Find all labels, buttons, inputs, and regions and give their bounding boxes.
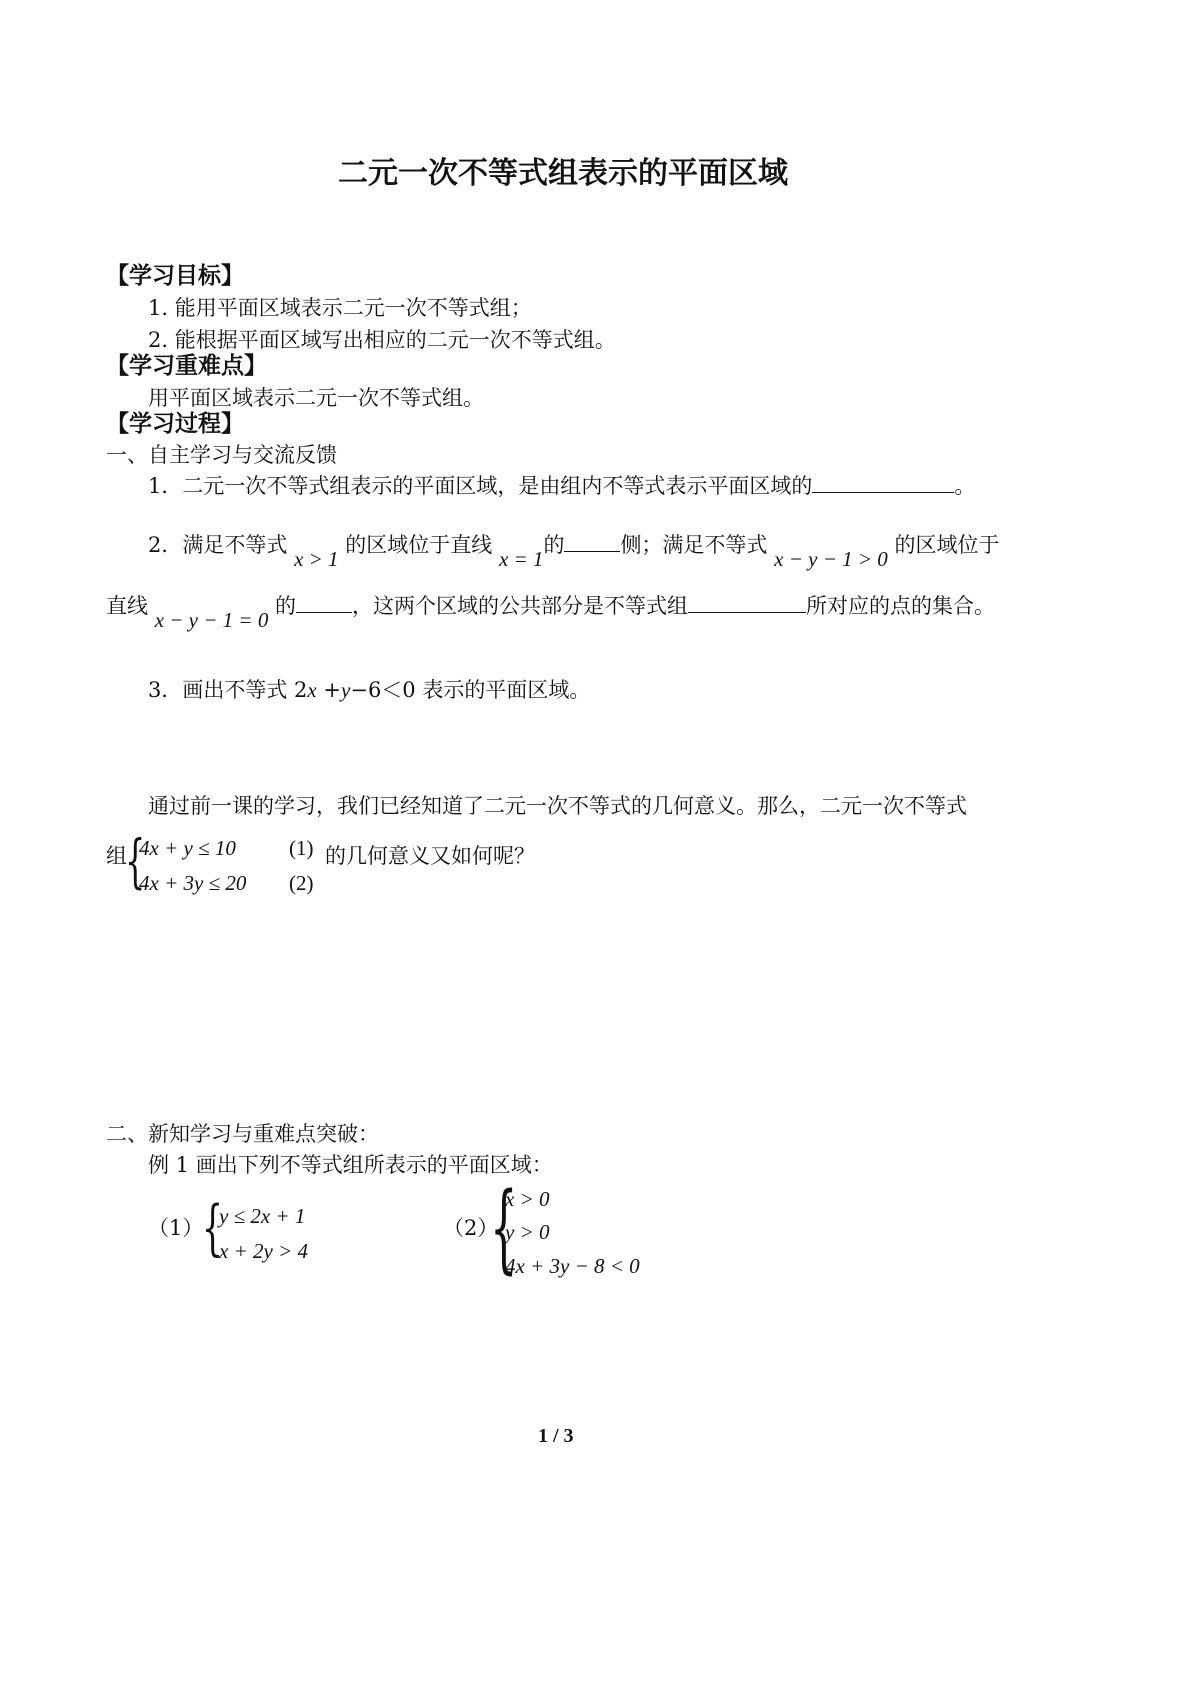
key-points-text: 用平面区域表示二元一次不等式组。 bbox=[148, 386, 484, 410]
system-eq-1-tag: (1) bbox=[289, 836, 314, 860]
q2-text-d: 侧；满足不等式 bbox=[620, 533, 768, 557]
key-points-heading: 【学习重难点】 bbox=[106, 353, 267, 379]
process-heading: 【学习过程】 bbox=[106, 411, 244, 437]
q2-line2-text-c: ，这两个区域的公共部分是不等式组 bbox=[352, 594, 689, 618]
q2-math-line-eq: x − y − 1 = 0 bbox=[154, 608, 269, 632]
question-1-text: 1．二元一次不等式组表示的平面区域，是由组内不等式表示平面区域的 bbox=[148, 474, 813, 498]
system-eq-2-tag: (2) bbox=[289, 871, 314, 895]
answer-blank bbox=[296, 594, 352, 613]
q2-math-x-eq-1: x = 1 bbox=[498, 547, 544, 571]
goals-heading: 【学习目标】 bbox=[106, 263, 244, 289]
q3-text-c: −6＜0 表示的平面区域。 bbox=[350, 678, 591, 702]
q3-math-y: y bbox=[341, 678, 351, 702]
q3-text-b: + bbox=[316, 678, 342, 702]
example-2-eq-1: x > 0 bbox=[505, 1187, 550, 1211]
intro-line-2-suffix: 的几何意义又如何呢？ bbox=[325, 844, 535, 868]
q2-line2-text-b: 的 bbox=[275, 594, 297, 618]
q2-math-x-gt-1: x > 1 bbox=[294, 547, 339, 571]
goal-item-2: 2. 能根据平面区域写出相应的二元一次不等式组。 bbox=[148, 328, 616, 352]
answer-blank bbox=[564, 533, 620, 552]
example-2-label: （2） bbox=[443, 1216, 499, 1240]
part1-heading: 一、自主学习与交流反馈 bbox=[106, 443, 337, 467]
q2-line2-text-a: 直线 bbox=[106, 594, 148, 618]
q3-text-a: 3．画出不等式 2 bbox=[148, 678, 308, 702]
part2-heading: 二、新知学习与重难点突破： bbox=[106, 1122, 379, 1146]
answer-blank bbox=[812, 474, 954, 493]
question-3 bbox=[148, 680, 590, 701]
q2-text-c: 的 bbox=[543, 533, 565, 557]
page-number: 1 / 3 bbox=[538, 1425, 574, 1447]
example-1-brace: { bbox=[202, 1193, 224, 1263]
intro-line-1: 通过前一课的学习，我们已经知道了二元一次不等式的几何意义。那么，二元一次不等式 bbox=[148, 794, 967, 818]
q3-math-x: x bbox=[307, 678, 317, 702]
q2-line2-text-d: 所对应的点的集合。 bbox=[806, 594, 996, 618]
example-1-eq-2: x + 2y > 4 bbox=[219, 1239, 308, 1263]
q2-text-e: 的区域位于 bbox=[894, 533, 1000, 557]
q2-text-a: 2．满足不等式 bbox=[148, 533, 288, 557]
q2-text-b: 的区域位于直线 bbox=[345, 533, 493, 557]
example-1-prompt: 例 1 画出下列不等式组所表示的平面区域： bbox=[148, 1153, 553, 1177]
answer-blank bbox=[688, 594, 806, 613]
goal-item-1: 1. 能用平面区域表示二元一次不等式组； bbox=[148, 296, 532, 320]
system-eq-1: 4x + y ≤ 10 bbox=[139, 836, 236, 860]
question-2-line-2 bbox=[106, 594, 996, 632]
example-2-eq-3: 4x + 3y − 8 < 0 bbox=[505, 1254, 640, 1278]
example-2-brace: { bbox=[490, 1172, 518, 1284]
page-title: 二元一次不等式组表示的平面区域 bbox=[338, 156, 788, 191]
example-1-label: （1） bbox=[148, 1216, 204, 1240]
intro-line-2-prefix: 组 bbox=[106, 844, 127, 868]
example-2-eq-2: y > 0 bbox=[505, 1220, 550, 1244]
example-1-eq-1: y ≤ 2x + 1 bbox=[219, 1204, 306, 1228]
system-brace: { bbox=[125, 827, 146, 895]
question-1-end: 。 bbox=[954, 474, 976, 498]
system-eq-2: 4x + 3y ≤ 20 bbox=[139, 871, 247, 895]
question-1 bbox=[148, 474, 975, 497]
question-2-line-1 bbox=[148, 533, 1000, 571]
q2-math-ineq: x − y − 1 > 0 bbox=[774, 547, 888, 571]
